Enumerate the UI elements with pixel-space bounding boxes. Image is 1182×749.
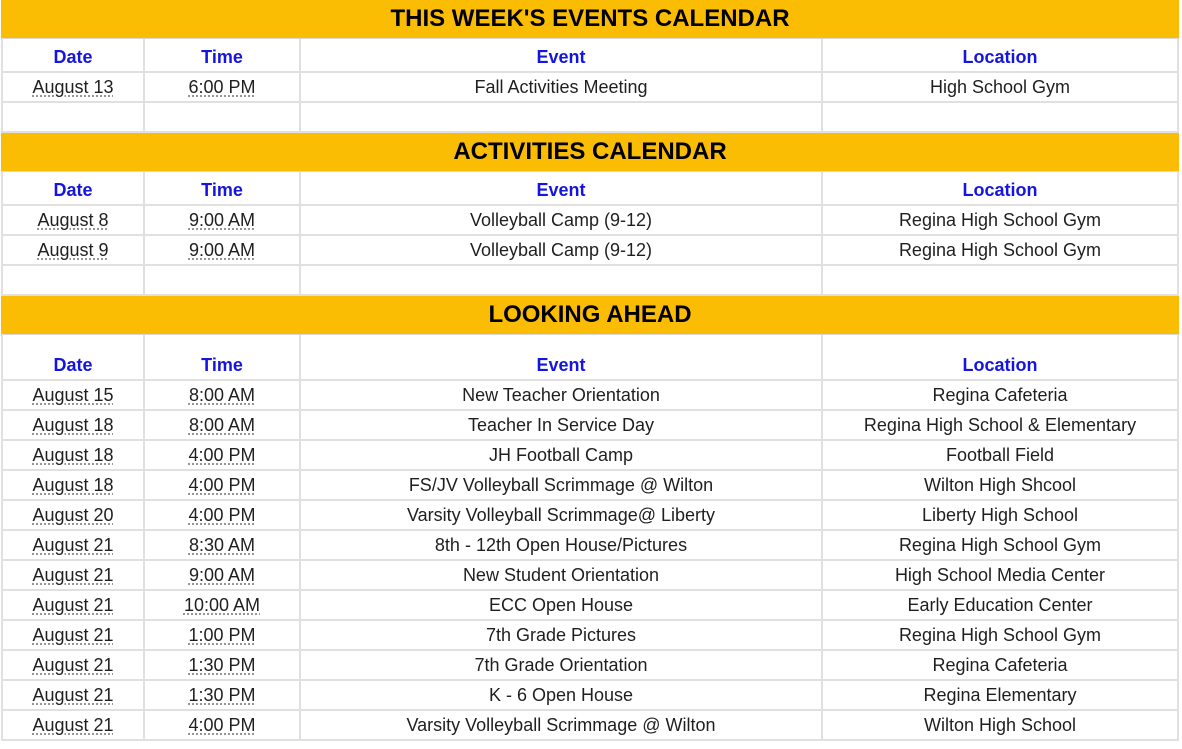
event-cell[interactable]: Fall Activities Meeting xyxy=(301,73,823,103)
header-time: Time xyxy=(145,172,301,206)
table-row xyxy=(1,651,1179,681)
header-date: Date xyxy=(1,172,145,206)
table-row xyxy=(1,591,1179,621)
section-title-looking-ahead: LOOKING AHEAD xyxy=(1,296,1179,335)
date-cell[interactable]: August 8 xyxy=(1,206,145,236)
time-cell[interactable]: 4:00 PM xyxy=(145,711,301,741)
events-sheet xyxy=(1,0,1179,741)
date-cell[interactable]: August 21 xyxy=(1,651,145,681)
table-row xyxy=(1,206,1179,236)
event-cell[interactable]: JH Football Camp xyxy=(301,441,823,471)
event-cell[interactable]: New Student Orientation xyxy=(301,561,823,591)
table-row xyxy=(1,411,1179,441)
date-cell[interactable]: August 21 xyxy=(1,591,145,621)
date-cell[interactable]: August 9 xyxy=(1,236,145,266)
location-cell[interactable]: Regina Elementary xyxy=(823,681,1179,711)
empty-cell[interactable] xyxy=(823,266,1179,296)
date-cell[interactable]: August 21 xyxy=(1,681,145,711)
section-title-activities: ACTIVITIES CALENDAR xyxy=(1,133,1179,172)
time-cell[interactable]: 6:00 PM xyxy=(145,73,301,103)
empty-cell[interactable] xyxy=(1,103,145,133)
date-cell[interactable]: August 20 xyxy=(1,501,145,531)
location-cell[interactable]: Regina High School & Elementary xyxy=(823,411,1179,441)
table-row xyxy=(1,73,1179,103)
empty-row xyxy=(1,266,1179,296)
header-row xyxy=(1,172,1179,206)
empty-cell[interactable] xyxy=(145,103,301,133)
location-cell[interactable]: Regina High School Gym xyxy=(823,531,1179,561)
location-cell[interactable]: Wilton High Shcool xyxy=(823,471,1179,501)
date-cell[interactable]: August 13 xyxy=(1,73,145,103)
looking-ahead-rows xyxy=(1,381,1179,741)
event-cell[interactable]: 7th Grade Pictures xyxy=(301,621,823,651)
table-row xyxy=(1,561,1179,591)
time-cell[interactable]: 10:00 AM xyxy=(145,591,301,621)
table-row xyxy=(1,681,1179,711)
event-cell[interactable]: Varsity Volleyball Scrimmage@ Liberty xyxy=(301,501,823,531)
table-row xyxy=(1,471,1179,501)
header-time: Time xyxy=(145,335,301,381)
section-title-this-week: THIS WEEK'S EVENTS CALENDAR xyxy=(1,0,1179,39)
location-cell[interactable]: Regina Cafeteria xyxy=(823,651,1179,681)
location-cell[interactable]: Regina High School Gym xyxy=(823,236,1179,266)
header-event: Event xyxy=(301,335,823,381)
location-cell[interactable]: Early Education Center xyxy=(823,591,1179,621)
time-cell[interactable]: 1:00 PM xyxy=(145,621,301,651)
header-location: Location xyxy=(823,39,1179,73)
date-cell[interactable]: August 21 xyxy=(1,561,145,591)
empty-cell[interactable] xyxy=(301,103,823,133)
header-location: Location xyxy=(823,172,1179,206)
time-cell[interactable]: 1:30 PM xyxy=(145,651,301,681)
table-row xyxy=(1,381,1179,411)
date-cell[interactable]: August 18 xyxy=(1,441,145,471)
event-cell[interactable]: FS/JV Volleyball Scrimmage @ Wilton xyxy=(301,471,823,501)
table-row xyxy=(1,441,1179,471)
event-cell[interactable]: Teacher In Service Day xyxy=(301,411,823,441)
location-cell[interactable]: Football Field xyxy=(823,441,1179,471)
date-cell[interactable]: August 18 xyxy=(1,471,145,501)
time-cell[interactable]: 1:30 PM xyxy=(145,681,301,711)
time-cell[interactable]: 9:00 AM xyxy=(145,561,301,591)
date-cell[interactable]: August 21 xyxy=(1,531,145,561)
empty-cell[interactable] xyxy=(301,266,823,296)
event-cell[interactable]: Varsity Volleyball Scrimmage @ Wilton xyxy=(301,711,823,741)
time-cell[interactable]: 4:00 PM xyxy=(145,441,301,471)
table-row xyxy=(1,531,1179,561)
location-cell[interactable]: Regina High School Gym xyxy=(823,206,1179,236)
header-row xyxy=(1,39,1179,73)
event-cell[interactable]: 8th - 12th Open House/Pictures xyxy=(301,531,823,561)
header-location: Location xyxy=(823,335,1179,381)
table-row xyxy=(1,236,1179,266)
date-cell[interactable]: August 21 xyxy=(1,621,145,651)
empty-cell[interactable] xyxy=(823,103,1179,133)
empty-cell[interactable] xyxy=(145,266,301,296)
location-cell[interactable]: Regina High School Gym xyxy=(823,621,1179,651)
header-date: Date xyxy=(1,335,145,381)
time-cell[interactable]: 9:00 AM xyxy=(145,206,301,236)
event-cell[interactable]: Volleyball Camp (9-12) xyxy=(301,206,823,236)
location-cell[interactable]: Liberty High School xyxy=(823,501,1179,531)
empty-row xyxy=(1,103,1179,133)
event-cell[interactable]: 7th Grade Orientation xyxy=(301,651,823,681)
time-cell[interactable]: 4:00 PM xyxy=(145,471,301,501)
event-cell[interactable]: Volleyball Camp (9-12) xyxy=(301,236,823,266)
event-cell[interactable]: K - 6 Open House xyxy=(301,681,823,711)
header-row xyxy=(1,335,1179,381)
location-cell[interactable]: High School Gym xyxy=(823,73,1179,103)
header-date: Date xyxy=(1,39,145,73)
location-cell[interactable]: High School Media Center xyxy=(823,561,1179,591)
event-cell[interactable]: New Teacher Orientation xyxy=(301,381,823,411)
header-time: Time xyxy=(145,39,301,73)
time-cell[interactable]: 4:00 PM xyxy=(145,501,301,531)
date-cell[interactable]: August 21 xyxy=(1,711,145,741)
event-cell[interactable]: ECC Open House xyxy=(301,591,823,621)
table-row xyxy=(1,711,1179,741)
time-cell[interactable]: 8:00 AM xyxy=(145,411,301,441)
location-cell[interactable]: Regina Cafeteria xyxy=(823,381,1179,411)
time-cell[interactable]: 8:30 AM xyxy=(145,531,301,561)
header-event: Event xyxy=(301,172,823,206)
table-row xyxy=(1,501,1179,531)
date-cell[interactable]: August 18 xyxy=(1,411,145,441)
header-event: Event xyxy=(301,39,823,73)
date-cell[interactable]: August 15 xyxy=(1,381,145,411)
time-cell[interactable]: 9:00 AM xyxy=(145,236,301,266)
empty-cell[interactable] xyxy=(1,266,145,296)
table-row xyxy=(1,621,1179,651)
location-cell[interactable]: Wilton High School xyxy=(823,711,1179,741)
time-cell[interactable]: 8:00 AM xyxy=(145,381,301,411)
